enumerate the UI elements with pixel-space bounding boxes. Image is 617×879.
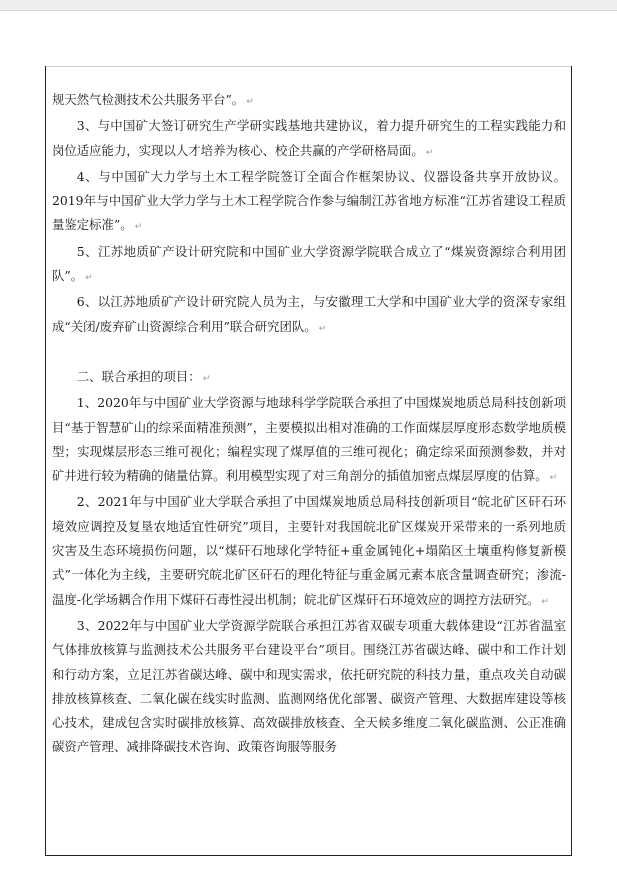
paragraph-item-6: 6、以江苏地质矿产设计研究院人员为主，与安徽理工大学和中国矿业大学的资深专家组成“关闭/废弃矿山资源综合利用”联合研究团队。 ↵ [52,294,566,334]
paragraph-mark-icon: ↵ [425,147,434,158]
paragraph-project-2: 2、2021年与中国矿业大学联合承担了中国煤炭地质总局科技创新项目“皖北矿区矸石环境效应调控及复垦农地适宜性研究”项目，主要针对我国皖北矿区煤炭开采带来的一系列地质灾害及生态环境损伤问题，以“煤矸石地球化学特征+重金属钝化+塌陷区土壤重构修复新模式”一体化为主线，主要研究皖北矿区矸石的理化特征与重金属元素本底含量调查研究；渗流-温度-化学场耦合作用下煤矸石毒性浸出机制；皖北矿区煤矸石环境效应的调控方法研究。 ↵ [52,494,566,607]
paragraph-mark-icon: ↵ [134,222,143,233]
paragraph-mark-icon: ↵ [202,373,211,384]
paragraph-mark-icon: ↵ [85,273,93,284]
paragraph-mark-icon: ↵ [541,596,549,607]
window-top-strip [0,0,617,11]
paragraph-item-4: 4、与中国矿大力学与土木工程学院签订全面合作框架协议、仪器设备共享开放协议。2019年与中国矿业大学力学与土木工程学院合作参与编制江苏省地方标准“江苏省建设工程质量鉴定标准”。 ↵ [52,168,566,233]
paragraph-item-3: 3、与中国矿大签订研究生产学研实践基地共建协议，着力提升研究生的工程实践能力和岗位适应能力，实现以人才培养为核心、校企共赢的产学研格局面。 ↵ [52,118,566,158]
paragraph-mark-icon: ↵ [246,97,254,107]
document-body [52,88,566,760]
section-heading-joint-projects: 二、联合承担的项目： ↵ [76,368,211,384]
paragraph-mark-icon: ↵ [318,323,327,334]
paragraph-item-5: 5、江苏地质矿产设计研究院和中国矿业大学资源学院联合成立了“煤炭资源综合利用团队”。 ↵ [52,243,566,284]
paragraph-mark-icon: ↵ [549,473,558,484]
paragraph-continuation: 规天然气检测技术公共服务平台”。 ↵ [52,92,254,107]
paragraph-project-3: 3、2022年与中国矿业大学资源学院联合承担江苏省双碳专项重大载体建设“江苏省温室气体排放核算与监测技术公共服务平台建设平台”项目。围绕江苏省碳达峰、碳中和工作计划和行动方案，立足江苏省碳达峰、碳中和现实需求，依托研究院的科技力量，重点攻关自动碳排放核算核查、二氧化碳在线实时监测、监测网络优化部署、碳资产管理、大数据库建设等核心技术，建成包含实时碳排放核算、高效碳排放核查、全天候多维度二氧化碳监测、公正准确碳资产管理、减排降碳技术咨询、政策咨询服等服务 [52,617,566,755]
paragraph-project-1: 1、2020年与中国矿业大学资源与地球科学学院联合承担了中国煤炭地质总局科技创新项目“基于智慧矿山的综采面精准预测”，主要模拟出相对准确的工作面煤层厚度形态数学地质模型；实现煤层形态三维可视化；编程实现了煤厚值的三维可视化；确定综采面预测参数，并对矿井进行较为精确的储量估算。利用模型实现了对三角剖分的插值加密点煤层厚度的估算。 ↵ [52,395,566,484]
